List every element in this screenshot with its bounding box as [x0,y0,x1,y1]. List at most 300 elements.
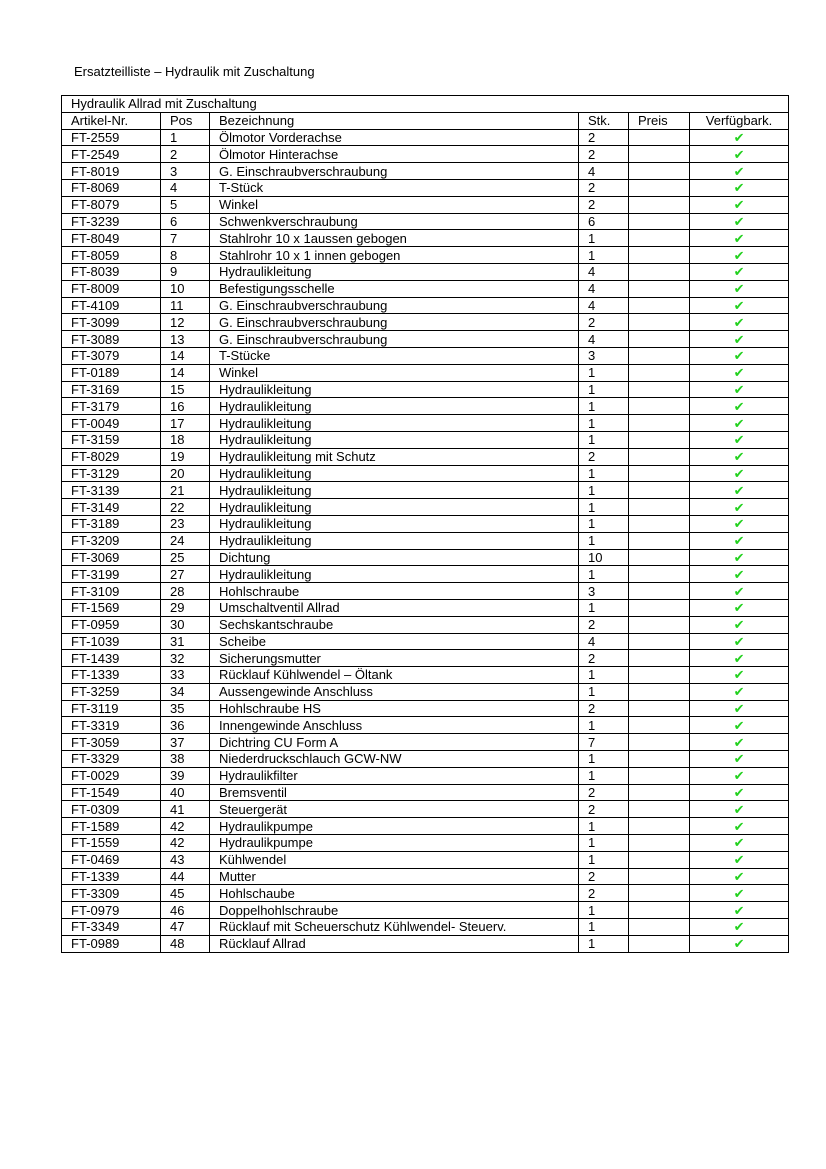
header-verfuegbarkeit: Verfügbark. [690,112,789,129]
cell-pos: 27 [161,566,210,583]
cell-pos: 16 [161,398,210,415]
cell-artikel-nr: FT-2549 [62,146,161,163]
cell-artikel-nr: FT-0049 [62,415,161,432]
check-icon: ✔ [733,667,745,683]
check-icon: ✔ [733,213,745,229]
cell-pos: 5 [161,196,210,213]
cell-pos: 40 [161,784,210,801]
cell-preis [629,129,690,146]
table-row [62,801,789,818]
cell-preis [629,247,690,264]
cell-artikel-nr: FT-3239 [62,213,161,230]
cell-artikel-nr: FT-1339 [62,667,161,684]
cell-bezeichnung: Dichtung [210,549,579,566]
cell-bezeichnung: Mutter [210,868,579,885]
cell-stueck: 3 [579,347,629,364]
cell-artikel-nr: FT-0469 [62,851,161,868]
table-row [62,683,789,700]
cell-pos: 47 [161,919,210,936]
check-icon: ✔ [733,348,745,364]
cell-artikel-nr: FT-0309 [62,801,161,818]
cell-artikel-nr: FT-4109 [62,297,161,314]
cell-stueck: 2 [579,448,629,465]
cell-bezeichnung: T-Stück [210,179,579,196]
cell-preis [629,868,690,885]
cell-stueck: 1 [579,667,629,684]
cell-stueck: 2 [579,314,629,331]
cell-stueck: 1 [579,499,629,516]
check-icon: ✔ [733,701,745,717]
table-row [62,751,789,768]
cell-artikel-nr: FT-0989 [62,935,161,952]
cell-artikel-nr: FT-3099 [62,314,161,331]
check-icon: ✔ [733,633,745,649]
table-row [62,247,789,264]
cell-bezeichnung: Hydraulikleitung mit Schutz [210,448,579,465]
cell-artikel-nr: FT-2559 [62,129,161,146]
table-row [62,532,789,549]
check-icon: ✔ [733,835,745,851]
check-icon: ✔ [733,852,745,868]
cell-artikel-nr: FT-8019 [62,163,161,180]
cell-pos: 48 [161,935,210,952]
cell-pos: 21 [161,482,210,499]
check-icon: ✔ [733,230,745,246]
cell-preis [629,146,690,163]
cell-artikel-nr: FT-8069 [62,179,161,196]
cell-artikel-nr: FT-3189 [62,515,161,532]
table-row [62,902,789,919]
table-row [62,700,789,717]
cell-verfuegbarkeit [690,583,789,600]
cell-stueck: 10 [579,549,629,566]
cell-pos: 43 [161,851,210,868]
cell-artikel-nr: FT-3259 [62,683,161,700]
cell-verfuegbarkeit [690,331,789,348]
cell-verfuegbarkeit [690,448,789,465]
table-row [62,868,789,885]
cell-artikel-nr: FT-3139 [62,482,161,499]
cell-preis [629,448,690,465]
cell-stueck: 1 [579,599,629,616]
table-caption-row [62,96,789,113]
cell-stueck: 1 [579,247,629,264]
cell-verfuegbarkeit [690,415,789,432]
cell-stueck: 7 [579,734,629,751]
cell-pos: 42 [161,818,210,835]
cell-stueck: 2 [579,616,629,633]
cell-verfuegbarkeit [690,717,789,734]
table-row [62,448,789,465]
cell-pos: 35 [161,700,210,717]
cell-artikel-nr: FT-3079 [62,347,161,364]
check-icon: ✔ [733,751,745,767]
cell-stueck: 1 [579,532,629,549]
cell-verfuegbarkeit [690,818,789,835]
check-icon: ✔ [733,129,745,145]
check-icon: ✔ [733,549,745,565]
cell-verfuegbarkeit [690,297,789,314]
cell-artikel-nr: FT-0979 [62,902,161,919]
cell-preis [629,163,690,180]
cell-stueck: 1 [579,818,629,835]
cell-pos: 28 [161,583,210,600]
cell-preis [629,398,690,415]
cell-bezeichnung: Doppelhohlschraube [210,902,579,919]
table-row [62,767,789,784]
cell-bezeichnung: Winkel [210,196,579,213]
cell-bezeichnung: Hydraulikleitung [210,398,579,415]
cell-preis [629,532,690,549]
cell-verfuegbarkeit [690,616,789,633]
cell-verfuegbarkeit [690,431,789,448]
cell-pos: 46 [161,902,210,919]
cell-artikel-nr: FT-3169 [62,381,161,398]
cell-stueck: 3 [579,583,629,600]
cell-preis [629,465,690,482]
header-bezeichnung: Bezeichnung [210,112,579,129]
cell-pos: 8 [161,247,210,264]
cell-stueck: 1 [579,835,629,852]
cell-pos: 24 [161,532,210,549]
cell-preis [629,263,690,280]
cell-artikel-nr: FT-3309 [62,885,161,902]
cell-stueck: 2 [579,885,629,902]
cell-bezeichnung: Kühlwendel [210,851,579,868]
check-icon: ✔ [733,415,745,431]
table-row [62,599,789,616]
table-row [62,784,789,801]
cell-pos: 25 [161,549,210,566]
cell-bezeichnung: Hydraulikleitung [210,381,579,398]
cell-verfuegbarkeit [690,633,789,650]
check-icon: ✔ [733,919,745,935]
check-icon: ✔ [733,281,745,297]
table-row [62,129,789,146]
cell-stueck: 4 [579,331,629,348]
cell-pos: 42 [161,835,210,852]
cell-verfuegbarkeit [690,683,789,700]
cell-pos: 10 [161,280,210,297]
cell-bezeichnung: Hydraulikpumpe [210,835,579,852]
cell-pos: 2 [161,146,210,163]
cell-pos: 23 [161,515,210,532]
cell-artikel-nr: FT-8029 [62,448,161,465]
cell-pos: 7 [161,230,210,247]
check-icon: ✔ [733,314,745,330]
cell-stueck: 1 [579,364,629,381]
cell-verfuegbarkeit [690,902,789,919]
check-icon: ✔ [733,264,745,280]
cell-preis [629,650,690,667]
cell-artikel-nr: FT-1569 [62,599,161,616]
cell-pos: 13 [161,331,210,348]
cell-stueck: 1 [579,717,629,734]
cell-stueck: 4 [579,263,629,280]
cell-preis [629,549,690,566]
cell-pos: 3 [161,163,210,180]
cell-artikel-nr: FT-3349 [62,919,161,936]
cell-bezeichnung: Hohlschaube [210,885,579,902]
cell-preis [629,851,690,868]
cell-bezeichnung: Hydraulikleitung [210,415,579,432]
table-row [62,381,789,398]
check-icon: ✔ [733,146,745,162]
cell-preis [629,767,690,784]
table-row [62,297,789,314]
table-row [62,734,789,751]
cell-verfuegbarkeit [690,935,789,952]
cell-verfuegbarkeit [690,364,789,381]
cell-preis [629,667,690,684]
cell-bezeichnung: G. Einschraubverschraubung [210,314,579,331]
cell-stueck: 2 [579,700,629,717]
check-icon: ✔ [733,516,745,532]
cell-pos: 18 [161,431,210,448]
cell-verfuegbarkeit [690,801,789,818]
cell-preis [629,700,690,717]
cell-stueck: 4 [579,297,629,314]
cell-stueck: 4 [579,633,629,650]
cell-artikel-nr: FT-1039 [62,633,161,650]
cell-preis [629,297,690,314]
cell-verfuegbarkeit [690,650,789,667]
cell-artikel-nr: FT-3199 [62,566,161,583]
cell-stueck: 1 [579,431,629,448]
cell-verfuegbarkeit [690,381,789,398]
check-icon: ✔ [733,717,745,733]
cell-preis [629,717,690,734]
check-icon: ✔ [733,566,745,582]
cell-preis [629,919,690,936]
cell-artikel-nr: FT-3119 [62,700,161,717]
cell-artikel-nr: FT-3209 [62,532,161,549]
cell-pos: 11 [161,297,210,314]
cell-preis [629,499,690,516]
cell-artikel-nr: FT-3159 [62,431,161,448]
cell-verfuegbarkeit [690,851,789,868]
cell-artikel-nr: FT-0959 [62,616,161,633]
cell-stueck: 2 [579,146,629,163]
check-icon: ✔ [733,936,745,952]
cell-preis [629,801,690,818]
cell-pos: 39 [161,767,210,784]
cell-preis [629,616,690,633]
cell-verfuegbarkeit [690,247,789,264]
check-icon: ✔ [733,617,745,633]
table-row [62,935,789,952]
cell-bezeichnung: Hydraulikleitung [210,532,579,549]
cell-verfuegbarkeit [690,532,789,549]
check-icon: ✔ [733,768,745,784]
cell-preis [629,364,690,381]
cell-verfuegbarkeit [690,751,789,768]
check-icon: ✔ [733,818,745,834]
cell-preis [629,683,690,700]
cell-bezeichnung: Befestigungsschelle [210,280,579,297]
cell-preis [629,818,690,835]
cell-bezeichnung: G. Einschraubverschraubung [210,331,579,348]
table-row [62,499,789,516]
cell-preis [629,347,690,364]
cell-stueck: 1 [579,566,629,583]
cell-preis [629,415,690,432]
table-row [62,650,789,667]
cell-verfuegbarkeit [690,146,789,163]
table-row [62,314,789,331]
cell-artikel-nr: FT-3129 [62,465,161,482]
cell-pos: 4 [161,179,210,196]
cell-pos: 29 [161,599,210,616]
cell-stueck: 1 [579,398,629,415]
cell-preis [629,230,690,247]
cell-bezeichnung: Schwenkverschraubung [210,213,579,230]
cell-bezeichnung: Umschaltventil Allrad [210,599,579,616]
cell-stueck: 1 [579,935,629,952]
cell-artikel-nr: FT-8039 [62,263,161,280]
cell-stueck: 2 [579,129,629,146]
cell-artikel-nr: FT-8079 [62,196,161,213]
cell-preis [629,482,690,499]
cell-artikel-nr: FT-1589 [62,818,161,835]
cell-bezeichnung: Steuergerät [210,801,579,818]
cell-bezeichnung: Dichtring CU Form A [210,734,579,751]
cell-bezeichnung: Ölmotor Vorderachse [210,129,579,146]
table-row [62,482,789,499]
cell-bezeichnung: Hydraulikleitung [210,566,579,583]
cell-artikel-nr: FT-3069 [62,549,161,566]
table-row [62,213,789,230]
cell-pos: 30 [161,616,210,633]
check-icon: ✔ [733,163,745,179]
cell-artikel-nr: FT-8009 [62,280,161,297]
cell-verfuegbarkeit [690,549,789,566]
header-artikel-nr: Artikel-Nr. [62,112,161,129]
check-icon: ✔ [733,432,745,448]
table-row [62,364,789,381]
cell-verfuegbarkeit [690,179,789,196]
cell-verfuegbarkeit [690,919,789,936]
table-row [62,616,789,633]
cell-pos: 22 [161,499,210,516]
check-icon: ✔ [733,902,745,918]
cell-verfuegbarkeit [690,280,789,297]
cell-bezeichnung: Rücklauf mit Scheuerschutz Kühlwendel- Steuerv. [210,919,579,936]
check-icon: ✔ [733,499,745,515]
cell-stueck: 1 [579,415,629,432]
cell-pos: 15 [161,381,210,398]
cell-bezeichnung: Hydraulikleitung [210,482,579,499]
table-caption: Hydraulik Allrad mit Zuschaltung [62,96,789,113]
check-icon: ✔ [733,583,745,599]
cell-bezeichnung: Stahlrohr 10 x 1 innen gebogen [210,247,579,264]
check-icon: ✔ [733,734,745,750]
cell-bezeichnung: Rücklauf Kühlwendel – Öltank [210,667,579,684]
cell-verfuegbarkeit [690,515,789,532]
table-row [62,196,789,213]
check-icon: ✔ [733,600,745,616]
table-row [62,179,789,196]
cell-stueck: 1 [579,515,629,532]
cell-bezeichnung: Rücklauf Allrad [210,935,579,952]
cell-bezeichnung: Sechskantschraube [210,616,579,633]
cell-stueck: 1 [579,919,629,936]
cell-bezeichnung: T-Stücke [210,347,579,364]
header-pos: Pos [161,112,210,129]
header-stueck: Stk. [579,112,629,129]
cell-stueck: 1 [579,751,629,768]
cell-bezeichnung: G. Einschraubverschraubung [210,297,579,314]
check-icon: ✔ [733,197,745,213]
cell-artikel-nr: FT-3329 [62,751,161,768]
cell-pos: 12 [161,314,210,331]
cell-preis [629,935,690,952]
cell-bezeichnung: Sicherungsmutter [210,650,579,667]
cell-verfuegbarkeit [690,398,789,415]
cell-preis [629,213,690,230]
cell-pos: 38 [161,751,210,768]
table-row [62,263,789,280]
table-row [62,280,789,297]
check-icon: ✔ [733,465,745,481]
cell-bezeichnung: Hydraulikleitung [210,499,579,516]
cell-artikel-nr: FT-1339 [62,868,161,885]
cell-stueck: 2 [579,179,629,196]
cell-preis [629,566,690,583]
cell-bezeichnung: Hydraulikleitung [210,263,579,280]
cell-verfuegbarkeit [690,129,789,146]
cell-artikel-nr: FT-8059 [62,247,161,264]
cell-stueck: 1 [579,230,629,247]
cell-verfuegbarkeit [690,566,789,583]
cell-artikel-nr: FT-3109 [62,583,161,600]
cell-stueck: 1 [579,683,629,700]
cell-stueck: 1 [579,851,629,868]
table-row [62,415,789,432]
cell-verfuegbarkeit [690,465,789,482]
table-row [62,885,789,902]
check-icon: ✔ [733,180,745,196]
cell-preis [629,431,690,448]
cell-stueck: 6 [579,213,629,230]
cell-artikel-nr: FT-3089 [62,331,161,348]
cell-bezeichnung: Scheibe [210,633,579,650]
cell-verfuegbarkeit [690,230,789,247]
cell-bezeichnung: Hydraulikfilter [210,767,579,784]
cell-pos: 9 [161,263,210,280]
check-icon: ✔ [733,297,745,313]
table-row [62,583,789,600]
cell-bezeichnung: Stahlrohr 10 x 1aussen gebogen [210,230,579,247]
cell-pos: 37 [161,734,210,751]
check-icon: ✔ [733,533,745,549]
cell-artikel-nr: FT-3149 [62,499,161,516]
cell-preis [629,331,690,348]
cell-preis [629,599,690,616]
cell-bezeichnung: Hohlschraube HS [210,700,579,717]
cell-preis [629,902,690,919]
table-row [62,667,789,684]
check-icon: ✔ [733,482,745,498]
check-icon: ✔ [733,398,745,414]
check-icon: ✔ [733,650,745,666]
check-icon: ✔ [733,247,745,263]
check-icon: ✔ [733,785,745,801]
cell-artikel-nr: FT-8049 [62,230,161,247]
cell-bezeichnung: Bremsventil [210,784,579,801]
cell-artikel-nr: FT-1439 [62,650,161,667]
check-icon: ✔ [733,869,745,885]
